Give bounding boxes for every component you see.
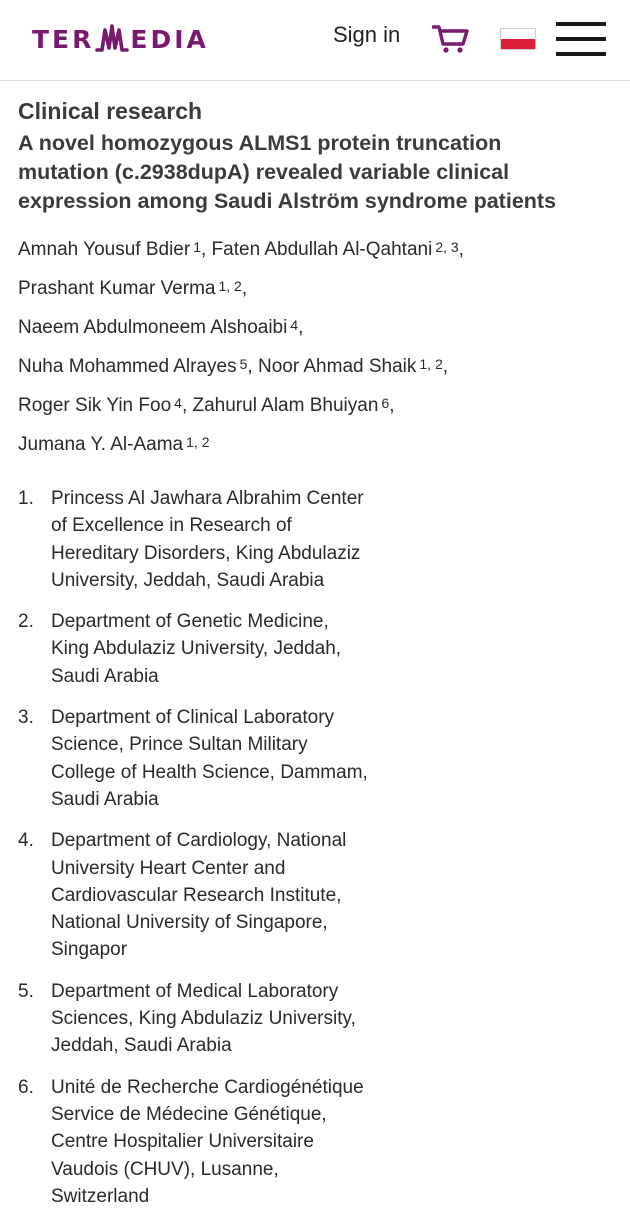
author-name[interactable]: Nuha Mohammed Alrayes $^5$ xyxy=(18,356,248,377)
affiliation-text: Department of Cardiology, National University Heart Center and Cardiovascular Research Institute, National University of Singapore, Singapor xyxy=(51,830,347,961)
cart-icon[interactable] xyxy=(432,24,470,59)
author-line: Amnah Yousuf Bdier $^1$, Faten Abdullah Al-Qahtani $^{2, 3}$, xyxy=(18,239,464,260)
sign-in-link[interactable]: Sign in xyxy=(333,22,401,47)
author-line: Prashant Kumar Verma $^{1, 2}$, xyxy=(18,278,248,299)
affiliation-item xyxy=(18,485,618,594)
affiliation-ref: 4 xyxy=(174,395,182,411)
affiliation-number: 2. xyxy=(18,611,34,633)
author-name[interactable]: Noor Ahmad Shaik $^{1, 2}$ xyxy=(257,356,443,377)
affiliation-ref: 1 xyxy=(193,239,201,255)
hamburger-menu-icon[interactable] xyxy=(556,22,606,58)
author-name[interactable]: Naeem Abdulmoneem Alshoaibi $^4$ xyxy=(18,317,299,338)
site-header xyxy=(0,0,630,81)
section-heading: Clinical research xyxy=(18,98,203,124)
affiliation-item xyxy=(18,827,618,963)
title-line: mutation (c.2938dupA) revealed variable clinical xyxy=(18,160,510,184)
affiliation-ref: 1, 2 xyxy=(419,356,443,372)
affiliation-item xyxy=(18,608,618,690)
affiliation-ref: 1, 2 xyxy=(186,434,210,450)
affiliation-ref: 5 xyxy=(239,356,248,372)
affiliation-number: 6. xyxy=(18,1076,34,1098)
title-line: A novel homozygous ALMS1 protein truncation xyxy=(18,131,502,155)
author-name[interactable]: Amnah Yousuf Bdier $^1$ xyxy=(18,239,201,260)
heartbeat-m-icon xyxy=(95,24,129,54)
author-name[interactable]: Roger Sik Yin Foo $^4$ xyxy=(18,395,182,416)
affiliation-item xyxy=(18,1074,618,1210)
article-title xyxy=(18,129,618,216)
author-name[interactable]: Jumana Y. Al-Aama $^{1, 2}$ xyxy=(18,434,210,455)
author-name[interactable]: Zahurul Alam Bhuiyan $^6$ xyxy=(192,395,390,416)
affiliation-text: Princess Al Jawhara Albrahim Center of Excellence in Research of Hereditary Disorders, King Abdulaziz University, Jeddah, Saudi Arabia xyxy=(51,488,364,591)
author-line: Naeem Abdulmoneem Alshoaibi $^4$, xyxy=(18,317,304,338)
poland-flag-icon[interactable] xyxy=(500,28,536,50)
affiliation-list xyxy=(18,485,618,1210)
author-line: Roger Sik Yin Foo $^4$, Zahurul Alam Bhuiyan $^6$, xyxy=(18,395,395,416)
logo-text-right: EDIA xyxy=(130,24,209,54)
termedia-logo[interactable] xyxy=(32,22,209,56)
affiliation-number: 1. xyxy=(18,488,34,509)
affiliation-number: 3. xyxy=(18,707,34,729)
affiliation-text: Unité de Recherche Cardiogénétique Service de Médecine Génétique, Centre Hospitalier Universitaire Vaudois (CHUV), Lusanne, Switzerland xyxy=(51,1076,364,1207)
affiliation-text: Department of Medical Laboratory Sciences, King Abdulaziz University, Jeddah, Saudi Arabia xyxy=(51,980,356,1057)
affiliation-ref: 1, 2 xyxy=(218,278,242,294)
affiliation-number: 5. xyxy=(18,980,34,1002)
author-name[interactable]: Faten Abdullah Al-Qahtani $^{2, 3}$ xyxy=(211,239,459,260)
title-line: expression among Saudi Alström syndrome patients xyxy=(18,189,557,213)
affiliation-ref: 4 xyxy=(290,317,299,333)
affiliation-number: 4. xyxy=(18,830,34,852)
logo-text-left: TER xyxy=(32,24,95,54)
affiliation-text: Department of Clinical Laboratory Science, Prince Sultan Military College of Health Science, Dammam, Saudi Arabia xyxy=(51,707,368,810)
author-line xyxy=(18,424,618,463)
affiliation-ref: 6 xyxy=(381,395,390,411)
affiliation-ref: 2, 3 xyxy=(435,239,459,255)
affiliation-item xyxy=(18,978,618,1060)
article-content xyxy=(18,96,618,1224)
affiliation-text: Department of Genetic Medicine, King Abdulaziz University, Jeddah, Saudi Arabia xyxy=(51,611,342,687)
author-list xyxy=(18,229,618,463)
author-line: Nuha Mohammed Alrayes $^5$, Noor Ahmad Shaik $^{1, 2}$, xyxy=(18,356,449,377)
author-name[interactable]: Prashant Kumar Verma $^{1, 2}$ xyxy=(18,278,242,299)
affiliation-item xyxy=(18,704,618,813)
